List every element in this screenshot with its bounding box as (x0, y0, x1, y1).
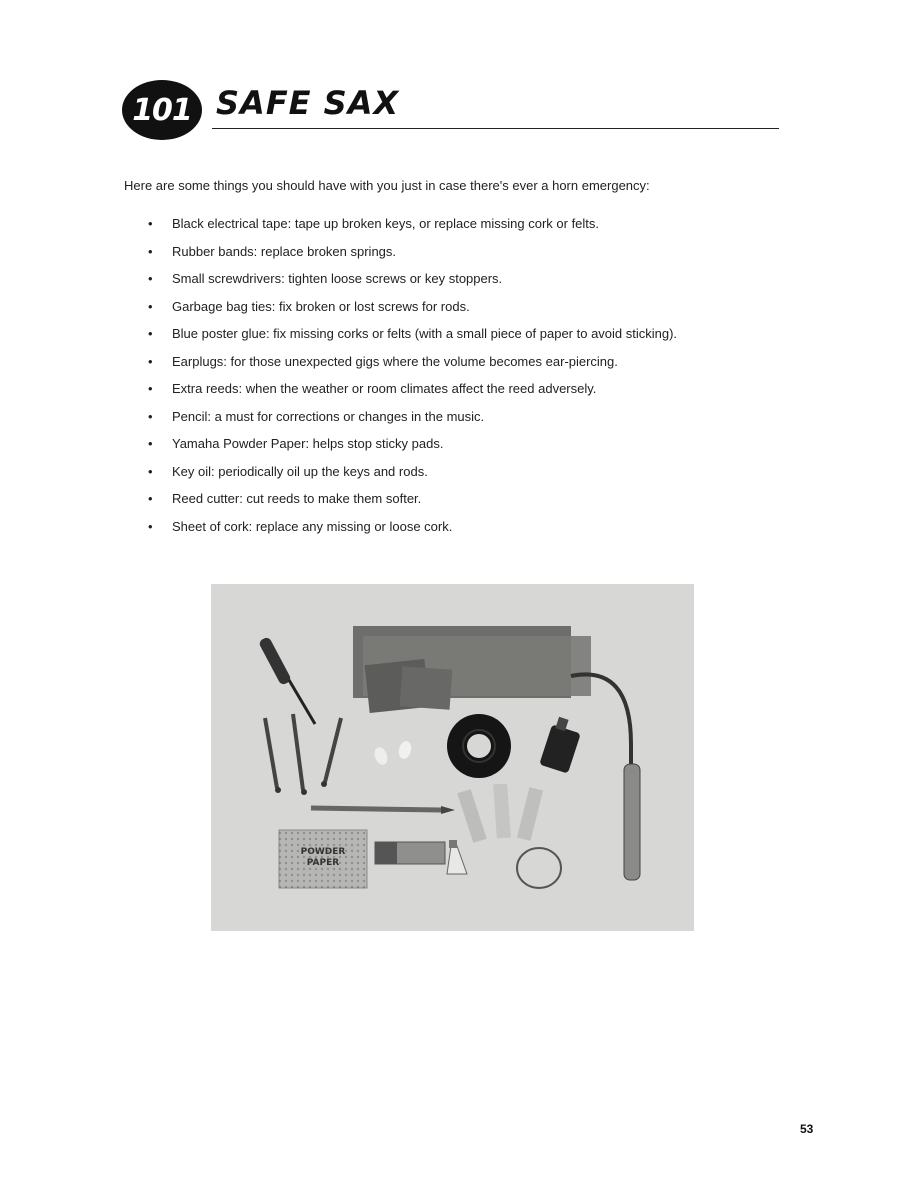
tool-list (148, 210, 788, 540)
list-item: • Small screwdrivers: tighten loose screws or key stoppers. (148, 265, 788, 293)
bullet-icon: • (148, 463, 153, 479)
list-item: • Pencil: a must for corrections or changes in the music. (148, 403, 788, 431)
bullet-icon: • (148, 271, 153, 286)
list-item: • Key oil: periodically oil up the keys and rods. (148, 458, 788, 486)
chapter-title: SAFE SAX (216, 84, 400, 122)
bullet-icon: • (148, 491, 153, 506)
reed-cutter-icon (375, 842, 445, 864)
bullet-icon: • (148, 436, 153, 451)
sax-kit-photo (211, 584, 694, 931)
bullet-icon: • (148, 408, 153, 424)
powder-paper-icon (279, 830, 367, 888)
bullet-icon: • (148, 298, 153, 314)
list-item: • Black electrical tape: tape up broken keys, or replace missing cork or felts. (148, 210, 788, 238)
list-item: • Yamaha Powder Paper: helps stop sticky pads. (148, 430, 788, 458)
bullet-icon: • (148, 243, 153, 259)
bullet-icon: • (148, 381, 153, 396)
list-item: • Earplugs: for those unexpected gigs where the volume becomes ear-piercing. (148, 348, 788, 376)
list-item: • Reed cutter: cut reeds to make them softer. (148, 485, 788, 513)
chapter-number-badge (122, 80, 202, 140)
svg-text:POWDER: POWDER (300, 847, 346, 857)
intro-paragraph: Here are some things you should have with you just in case there's ever a horn emergency: (124, 178, 650, 193)
bullet-icon: • (148, 326, 153, 341)
chapter-number: 101 (132, 92, 192, 128)
list-item: • Rubber bands: replace broken springs. (148, 238, 788, 266)
title-underline (212, 128, 779, 129)
list-item: • Sheet of cork: replace any missing or loose cork. (148, 513, 788, 541)
bullet-icon: • (148, 216, 153, 231)
list-item: • Garbage bag ties: fix broken or lost screws for rods. (148, 293, 788, 321)
electrical-tape-icon (447, 714, 511, 778)
bullet-icon: • (148, 518, 153, 534)
svg-text:PAPER: PAPER (306, 858, 340, 868)
bullet-icon: • (148, 353, 153, 369)
list-item: • Blue poster glue: fix missing corks or felts (with a small piece of paper to avoid sticking). (148, 320, 788, 348)
page-number: 53 (800, 1122, 814, 1136)
list-item: • Extra reeds: when the weather or room climates affect the reed adversely. (148, 375, 788, 403)
